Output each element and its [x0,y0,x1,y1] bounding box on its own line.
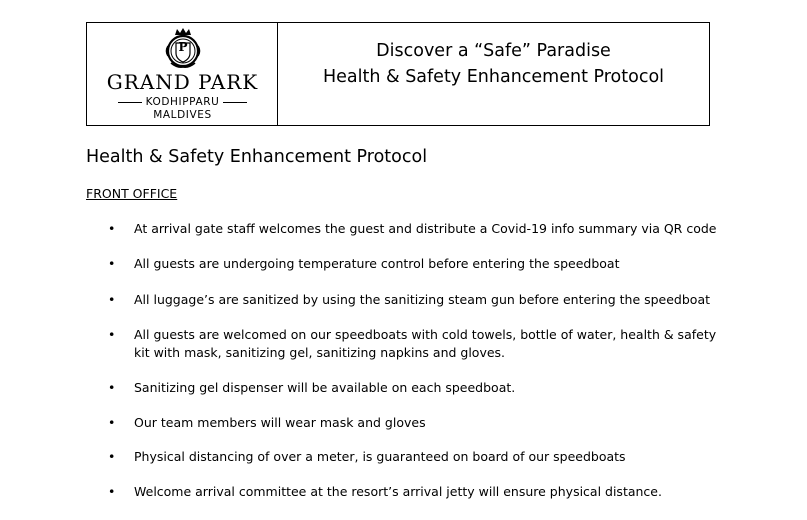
list-item [108,414,720,432]
list-item-text: Physical distancing of over a meter, is guaranteed on board of our speedboats [134,449,626,464]
bullet-icon: • [108,449,116,464]
header-title-line-2: Health & Safety Enhancement Protocol [322,67,665,87]
list-item-text: All guests are welcomed on our speedboats with cold towels, bottle of water, health & safety kit with mask, sanitizing gel, sanitizing napkins and gloves. [134,327,717,360]
header-title-line-1: Discover a “Safe” Paradise [376,41,611,61]
logo-cell [87,23,278,125]
bullet-icon: • [108,484,116,499]
bullet-icon: • [108,221,116,236]
list-item [108,220,720,238]
brand-name: GRAND PARK [106,70,259,94]
list-item-text: All guests are undergoing temperature control before entering the speedboat [134,256,620,271]
document-heading: Health & Safety Enhancement Protocol [86,147,428,167]
list-item [108,255,720,273]
section-label-front-office: FRONT OFFICE [86,186,178,201]
title-cell [278,23,709,125]
bullet-icon: • [108,256,116,271]
list-item [108,448,720,466]
list-item-text: Welcome arrival committee at the resort’s arrival jetty will ensure physical distance. [134,484,662,499]
list-item [108,291,720,309]
bullet-icon: • [108,415,116,430]
brand-sub: KODHIPPARU [145,96,220,108]
bullet-icon: • [108,292,116,307]
list-item-text: Sanitizing gel dispenser will be available on each speedboat. [134,380,516,395]
list-item [108,379,720,397]
brand-divider-left [118,102,142,103]
list-item [108,326,720,362]
crest-letter: P [178,40,188,54]
list-item-text: Our team members will wear mask and gloves [134,415,426,430]
brand-divider-right [223,102,247,103]
brand-country: MALDIVES [153,109,212,121]
bullet-icon: • [108,327,116,342]
bullet-icon: • [108,380,116,395]
list-item-text: At arrival gate staff welcomes the guest and distribute a Covid-19 info summary via QR code [134,221,717,236]
list-item [108,483,720,501]
header-table [86,22,710,126]
list-item-text: All luggage’s are sanitized by using the sanitizing steam gun before entering the speedboat [134,292,711,307]
brand-sub-row [87,95,278,109]
